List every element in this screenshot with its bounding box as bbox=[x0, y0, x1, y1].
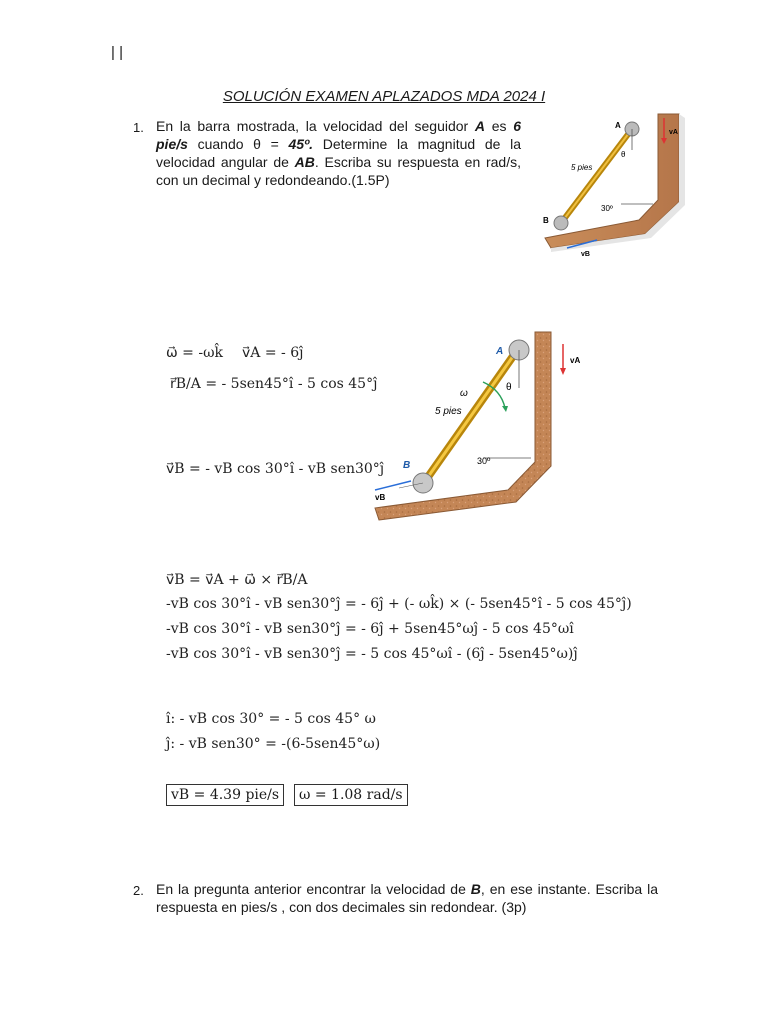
va-definition: v⃗A = - 6ĵ bbox=[242, 345, 304, 361]
small-label-va: vA bbox=[669, 129, 678, 136]
i-component-eq: î: - vB cos 30° = - 5 cos 45° ω bbox=[166, 711, 376, 727]
large-mechanism-figure bbox=[365, 330, 580, 530]
rba-definition: r⃗B/A = - 5sen45°î - 5 cos 45°ĵ bbox=[170, 376, 378, 392]
header-mark: | | bbox=[111, 44, 123, 61]
large-label-length: 5 pies bbox=[435, 406, 462, 417]
question-2-number: 2. bbox=[133, 883, 144, 898]
large-label-b: B bbox=[403, 460, 411, 471]
small-label-angle: 30º bbox=[601, 204, 613, 213]
result-omega-box: ω = 1.08 rad/s bbox=[294, 784, 408, 806]
relative-velocity-eq-1: v⃗B = v⃗A + ω⃗ × r⃗B/A bbox=[166, 572, 308, 588]
large-label-angle: 30º bbox=[477, 456, 491, 466]
question-1-text: En la barra mostrada, la velocidad del seguidor A es 6 pie/s cuando θ = 45º. Determine la magnitud de la velocidad angular de AB. Escriba su respuesta en rad/s, con un decimal y redondeando.(1.5P) bbox=[156, 118, 521, 188]
small-label-b: B bbox=[543, 216, 549, 225]
omega-definition: ω⃗ = -ωk̂ bbox=[166, 345, 223, 361]
j-component-eq: ĵ: - vB sen30° = -(6-5sen45°ω) bbox=[166, 736, 381, 752]
small-roller-b bbox=[554, 216, 568, 230]
small-label-length: 5 pies bbox=[571, 163, 593, 172]
large-label-omega: ω bbox=[460, 388, 468, 399]
small-label-theta: θ bbox=[621, 150, 626, 159]
relative-velocity-eq-4: -vB cos 30°î - vB sen30°ĵ = - 5 cos 45°ωî - (6ĵ - 5sen45°ω)ĵ bbox=[166, 646, 578, 662]
large-label-vb: vB bbox=[375, 493, 386, 502]
page-title: SOLUCIÓN EXAMEN APLAZADOS MDA 2024 I bbox=[222, 88, 546, 105]
relative-velocity-eq-3: -vB cos 30°î - vB sen30°ĵ = - 6ĵ + 5sen45°ωĵ - 5 cos 45°ωî bbox=[166, 621, 574, 637]
question-2-text: En la pregunta anterior encontrar la velocidad de B, en ese instante. Escriba la respuesta en pies/s , con dos decimales sin redondear. (3p) bbox=[156, 881, 658, 915]
large-label-theta: θ bbox=[506, 382, 512, 393]
small-mechanism-figure bbox=[535, 110, 695, 260]
small-label-a: A bbox=[615, 121, 621, 130]
relative-velocity-eq-2: -vB cos 30°î - vB sen30°ĵ = - 6ĵ + (- ωk̂) × (- 5sen45°î - 5 cos 45°ĵ) bbox=[166, 596, 632, 612]
large-label-a: A bbox=[496, 346, 504, 357]
vb-definition: v⃗B = - vB cos 30°î - vB sen30°ĵ bbox=[166, 461, 385, 477]
question-1-number: 1. bbox=[133, 120, 144, 135]
large-label-va: vA bbox=[570, 356, 580, 365]
small-label-vb: vB bbox=[581, 251, 590, 258]
result-vb-box: vB = 4.39 pie/s bbox=[166, 784, 284, 806]
